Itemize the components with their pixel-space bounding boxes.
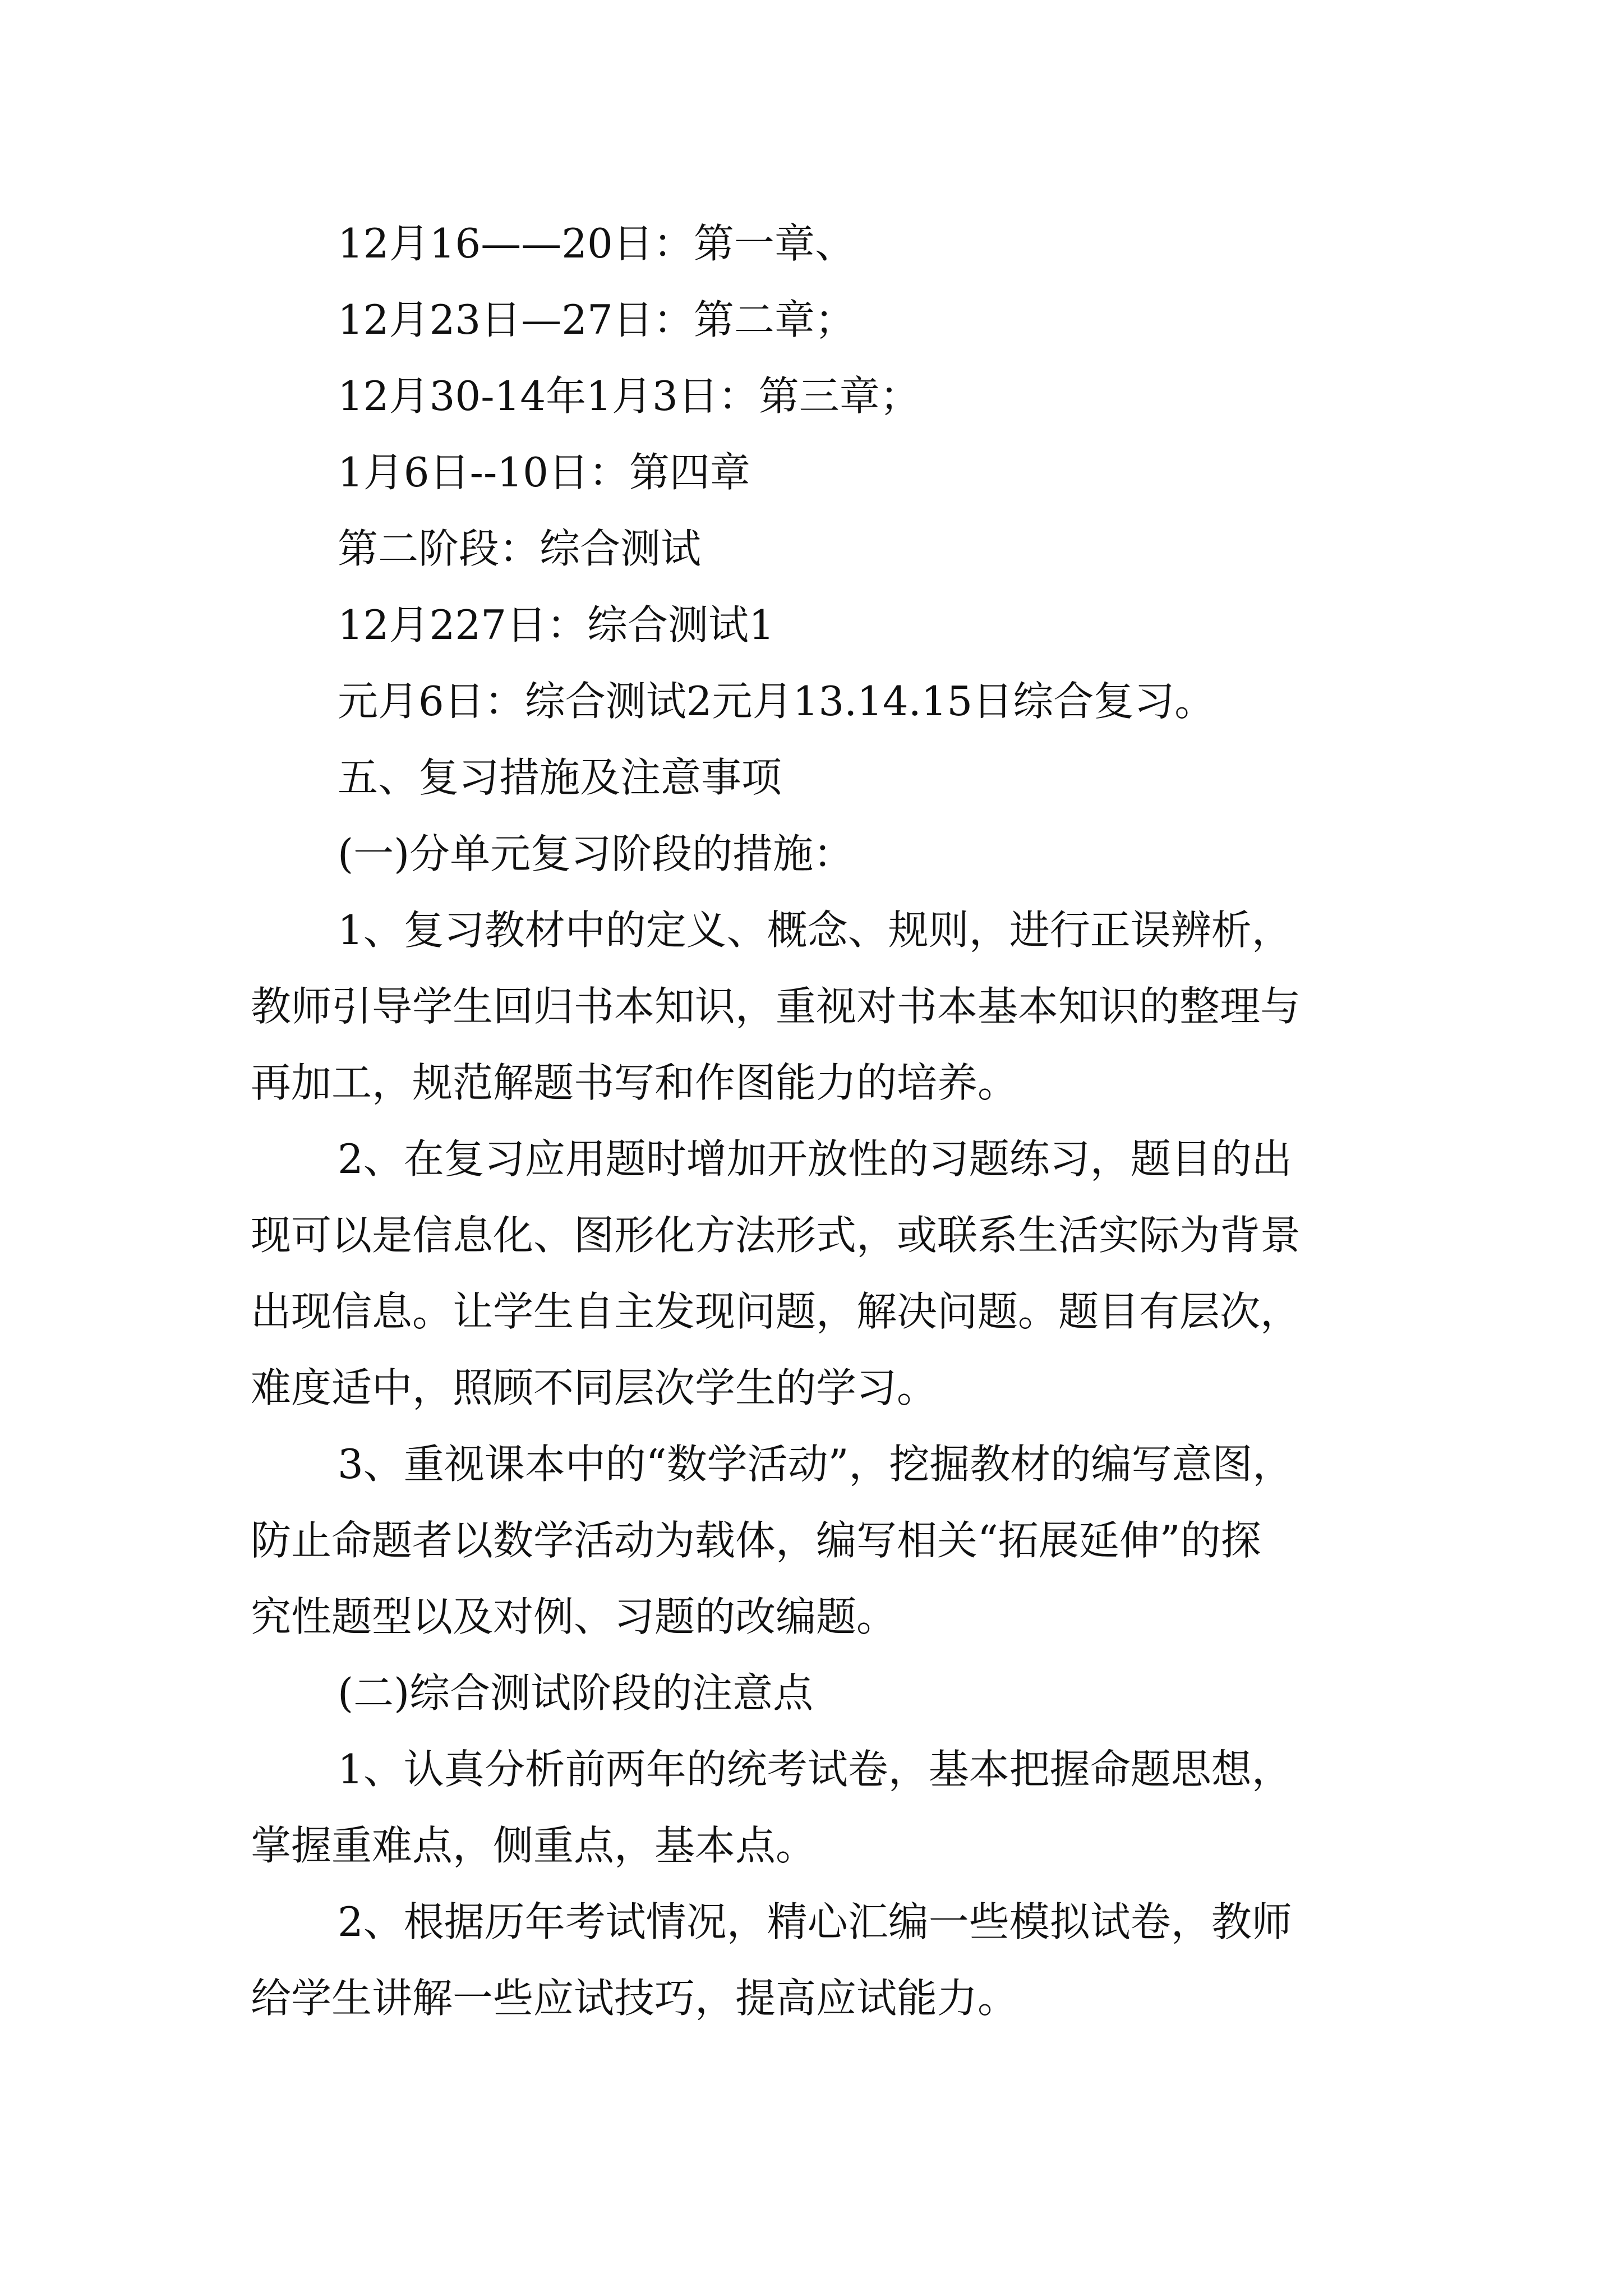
paragraph-3-line-2: 防止命题者以数学活动为载体，编写相关“拓展延伸”的探 (251, 1517, 1261, 1564)
paragraph-4-line-1: 1、认真分析前两年的统考试卷，基本把握命题思想， (338, 1746, 1292, 1793)
subsection-one-heading: (一)分单元复习阶段的措施： (338, 830, 854, 877)
paragraph-1-line-3: 再加工，规范解题书写和作图能力的培养。 (251, 1059, 1018, 1106)
schedule-line-chapter-1: 12月16——20日：第一章、 (338, 220, 855, 267)
paragraph-2-line-2: 现可以是信息化、图形化方法形式，或联系生活实际为背景 (251, 1212, 1301, 1259)
section-five-heading: 五、复习措施及注意事项 (338, 754, 782, 801)
paragraph-1-line-2: 教师引导学生回归书本知识，重视对书本基本知识的整理与 (251, 983, 1301, 1030)
stage-two-heading: 第二阶段：综合测试 (338, 525, 702, 572)
paragraph-3-line-1: 3、重视课本中的“数学活动”，挖掘教材的编写意图， (338, 1441, 1293, 1488)
subsection-two-heading: (二)综合测试阶段的注意点 (338, 1669, 814, 1717)
schedule-line-test-2: 元月6日：综合测试2元月13.14.15日综合复习。 (338, 678, 1215, 725)
paragraph-1-line-1: 1、复习教材中的定义、概念、规则，进行正误辨析， (338, 907, 1292, 954)
paragraph-5-line-2: 给学生讲解一些应试技巧，提高应试能力。 (251, 1975, 1018, 2022)
paragraph-2-line-1: 2、在复习应用题时增加开放性的习题练习，题目的出 (338, 1135, 1292, 1182)
paragraph-3-line-3: 究性题型以及对例、习题的改编题。 (251, 1593, 897, 1640)
paragraph-5-line-1: 2、根据历年考试情况，精心汇编一些模拟试卷，教师 (338, 1898, 1292, 1945)
paragraph-2-line-3: 出现信息。让学生自主发现问题，解决问题。题目有层次， (251, 1288, 1301, 1335)
paragraph-2-line-4: 难度适中，照顾不同层次学生的学习。 (251, 1364, 938, 1411)
schedule-line-chapter-3: 12月30-14年1月3日：第三章； (338, 372, 920, 420)
paragraph-4-line-2: 掌握重难点，侧重点，基本点。 (251, 1822, 817, 1869)
schedule-line-test-1: 12月227日：综合测试1 (338, 601, 774, 648)
schedule-line-chapter-4: 1月6日--10日：第四章 (338, 449, 750, 496)
schedule-line-chapter-2: 12月23日—27日：第二章； (338, 296, 855, 343)
